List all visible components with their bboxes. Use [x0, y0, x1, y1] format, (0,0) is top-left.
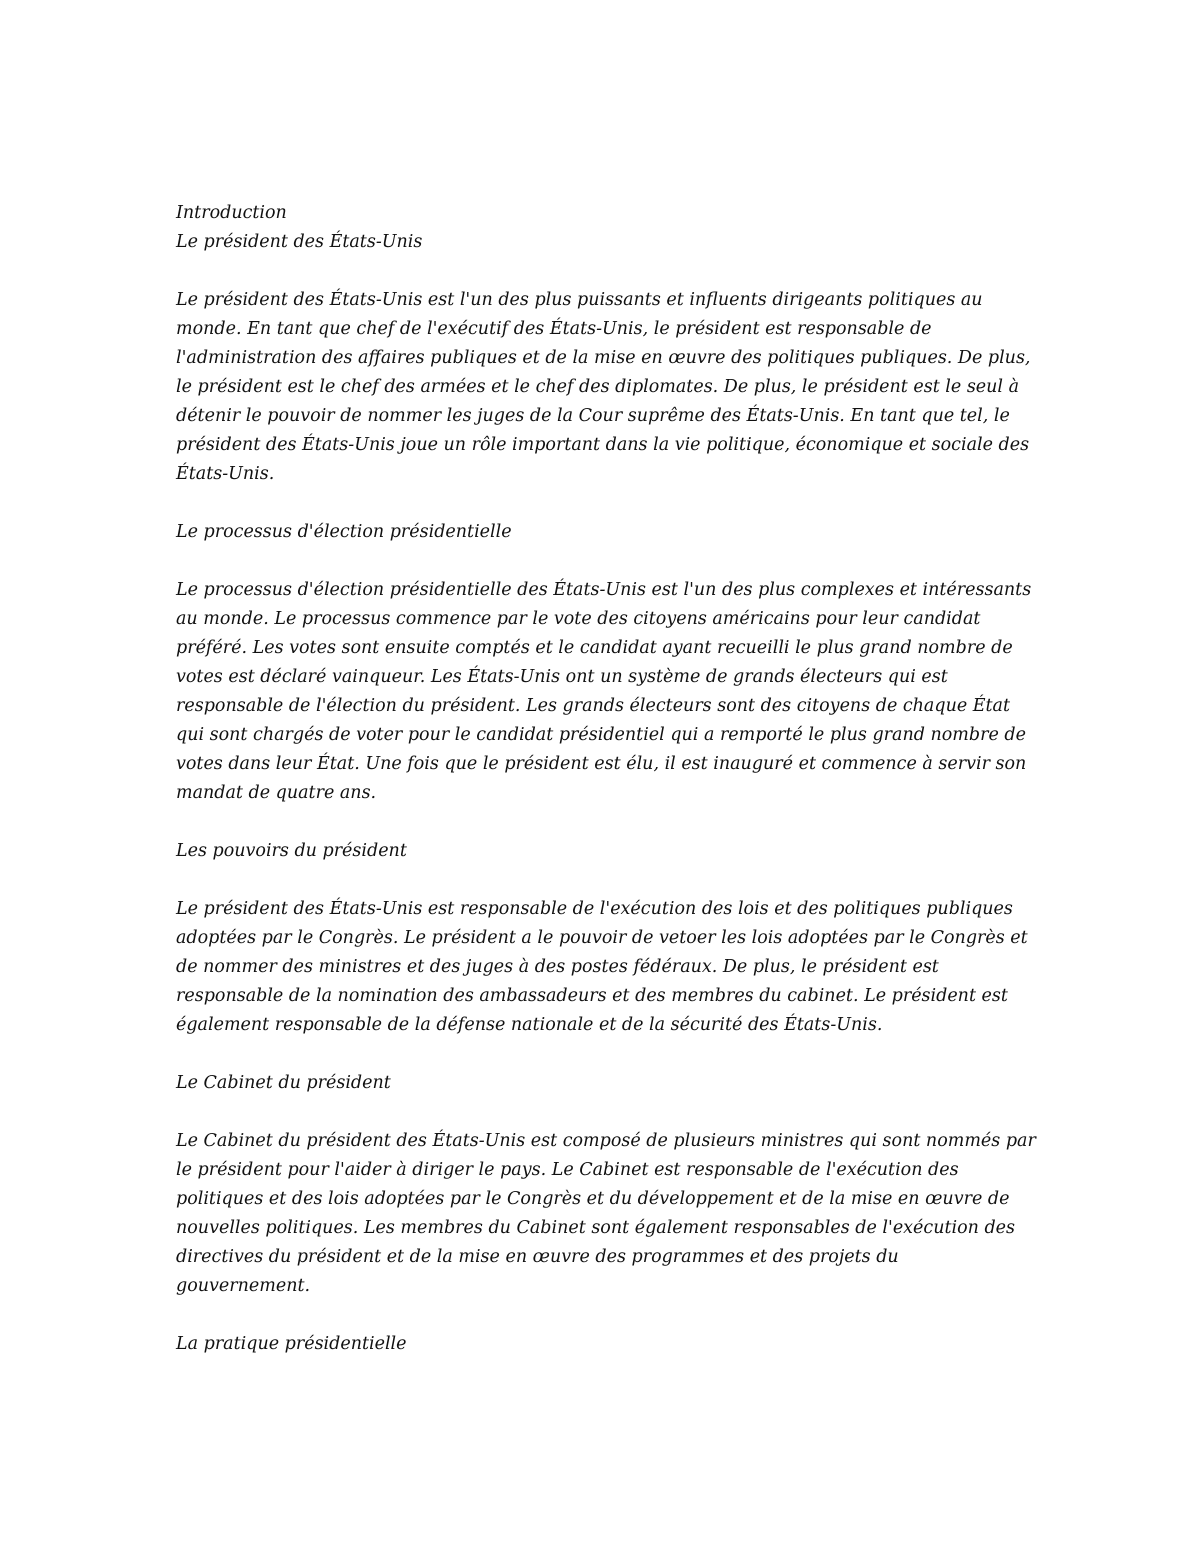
paragraph-line: de nommer des ministres et des juges à des postes fédéraux. De plus, le président est — [176, 957, 939, 977]
spacer — [176, 547, 1036, 576]
paragraph-line: l'administration des affaires publiques et de la mise en œuvre des politiques publiques. De plus, — [176, 348, 1031, 368]
section-powers-paragraph — [176, 895, 1036, 1040]
paragraph-line: votes est déclaré vainqueur. Les États-Unis ont un système de grands électeurs qui est — [176, 667, 948, 687]
paragraph-line: le président est le chef des armées et le chef des diplomates. De plus, le président est le seul à — [176, 377, 1020, 397]
paragraph-line: Le processus d'élection présidentielle des États-Unis est l'un des plus complexes et intéressants — [176, 580, 1032, 600]
spacer — [176, 489, 1036, 518]
paragraph-line: Le président des États-Unis est responsable de l'exécution des lois et des politiques publiques — [176, 899, 1013, 919]
paragraph-line: détenir le pouvoir de nommer les juges de la Cour suprême des États-Unis. En tant que tel, le — [176, 406, 1010, 426]
spacer — [176, 257, 1036, 286]
section-cabinet-paragraph — [176, 1127, 1036, 1301]
document-page — [176, 199, 1036, 1359]
paragraph-line: États-Unis. — [176, 464, 275, 484]
paragraph-line: gouvernement. — [176, 1276, 311, 1296]
paragraph-line: responsable de l'élection du président. Les grands électeurs sont des citoyens de chaque État — [176, 696, 1011, 716]
document-title-line-2: Le président des États-Unis — [176, 232, 423, 252]
paragraph-line: nouvelles politiques. Les membres du Cabinet sont également responsables de l'exécution des — [176, 1218, 1016, 1238]
section-heading-cabinet: Le Cabinet du président — [176, 1073, 391, 1093]
paragraph-line: monde. En tant que chef de l'exécutif des États-Unis, le président est responsable de — [176, 319, 932, 339]
section-heading-election: Le processus d'élection présidentielle — [176, 522, 512, 542]
document-title-line-1: Introduction — [176, 203, 287, 223]
paragraph-line: directives du président et de la mise en œuvre des programmes et des projets du — [176, 1247, 899, 1267]
paragraph-line: Le Cabinet du président des États-Unis est composé de plusieurs ministres qui sont nommés par — [176, 1131, 1036, 1151]
paragraph-line: responsable de la nomination des ambassadeurs et des membres du cabinet. Le président est — [176, 986, 1008, 1006]
paragraph-line: qui sont chargés de voter pour le candidat présidentiel qui a remporté le plus grand nombre de — [176, 725, 1026, 745]
spacer — [176, 1098, 1036, 1127]
spacer — [176, 866, 1036, 895]
paragraph-line: mandat de quatre ans. — [176, 783, 377, 803]
spacer — [176, 808, 1036, 837]
spacer — [176, 1040, 1036, 1069]
paragraph-line: au monde. Le processus commence par le vote des citoyens américains pour leur candidat — [176, 609, 981, 629]
paragraph-line: préféré. Les votes sont ensuite comptés et le candidat ayant recueilli le plus grand nombre de — [176, 638, 1013, 658]
paragraph-line: président des États-Unis joue un rôle important dans la vie politique, économique et sociale des — [176, 435, 1030, 455]
paragraph-line: politiques et des lois adoptées par le Congrès et du développement et de la mise en œuvre de — [176, 1189, 1010, 1209]
paragraph-line: également responsable de la défense nationale et de la sécurité des États-Unis. — [176, 1015, 883, 1035]
section-intro-paragraph — [176, 286, 1036, 489]
section-election-paragraph — [176, 576, 1036, 808]
paragraph-line: votes dans leur État. Une fois que le président est élu, il est inauguré et commence à servir son — [176, 754, 1027, 774]
paragraph-line: le président pour l'aider à diriger le pays. Le Cabinet est responsable de l'exécution des — [176, 1160, 959, 1180]
spacer — [176, 1301, 1036, 1330]
paragraph-line: adoptées par le Congrès. Le président a le pouvoir de vetoer les lois adoptées par le Congrès et — [176, 928, 1028, 948]
section-heading-practice: La pratique présidentielle — [176, 1334, 407, 1354]
section-heading-powers: Les pouvoirs du président — [176, 841, 407, 861]
paragraph-line: Le président des États-Unis est l'un des plus puissants et influents dirigeants politiques au — [176, 290, 983, 310]
